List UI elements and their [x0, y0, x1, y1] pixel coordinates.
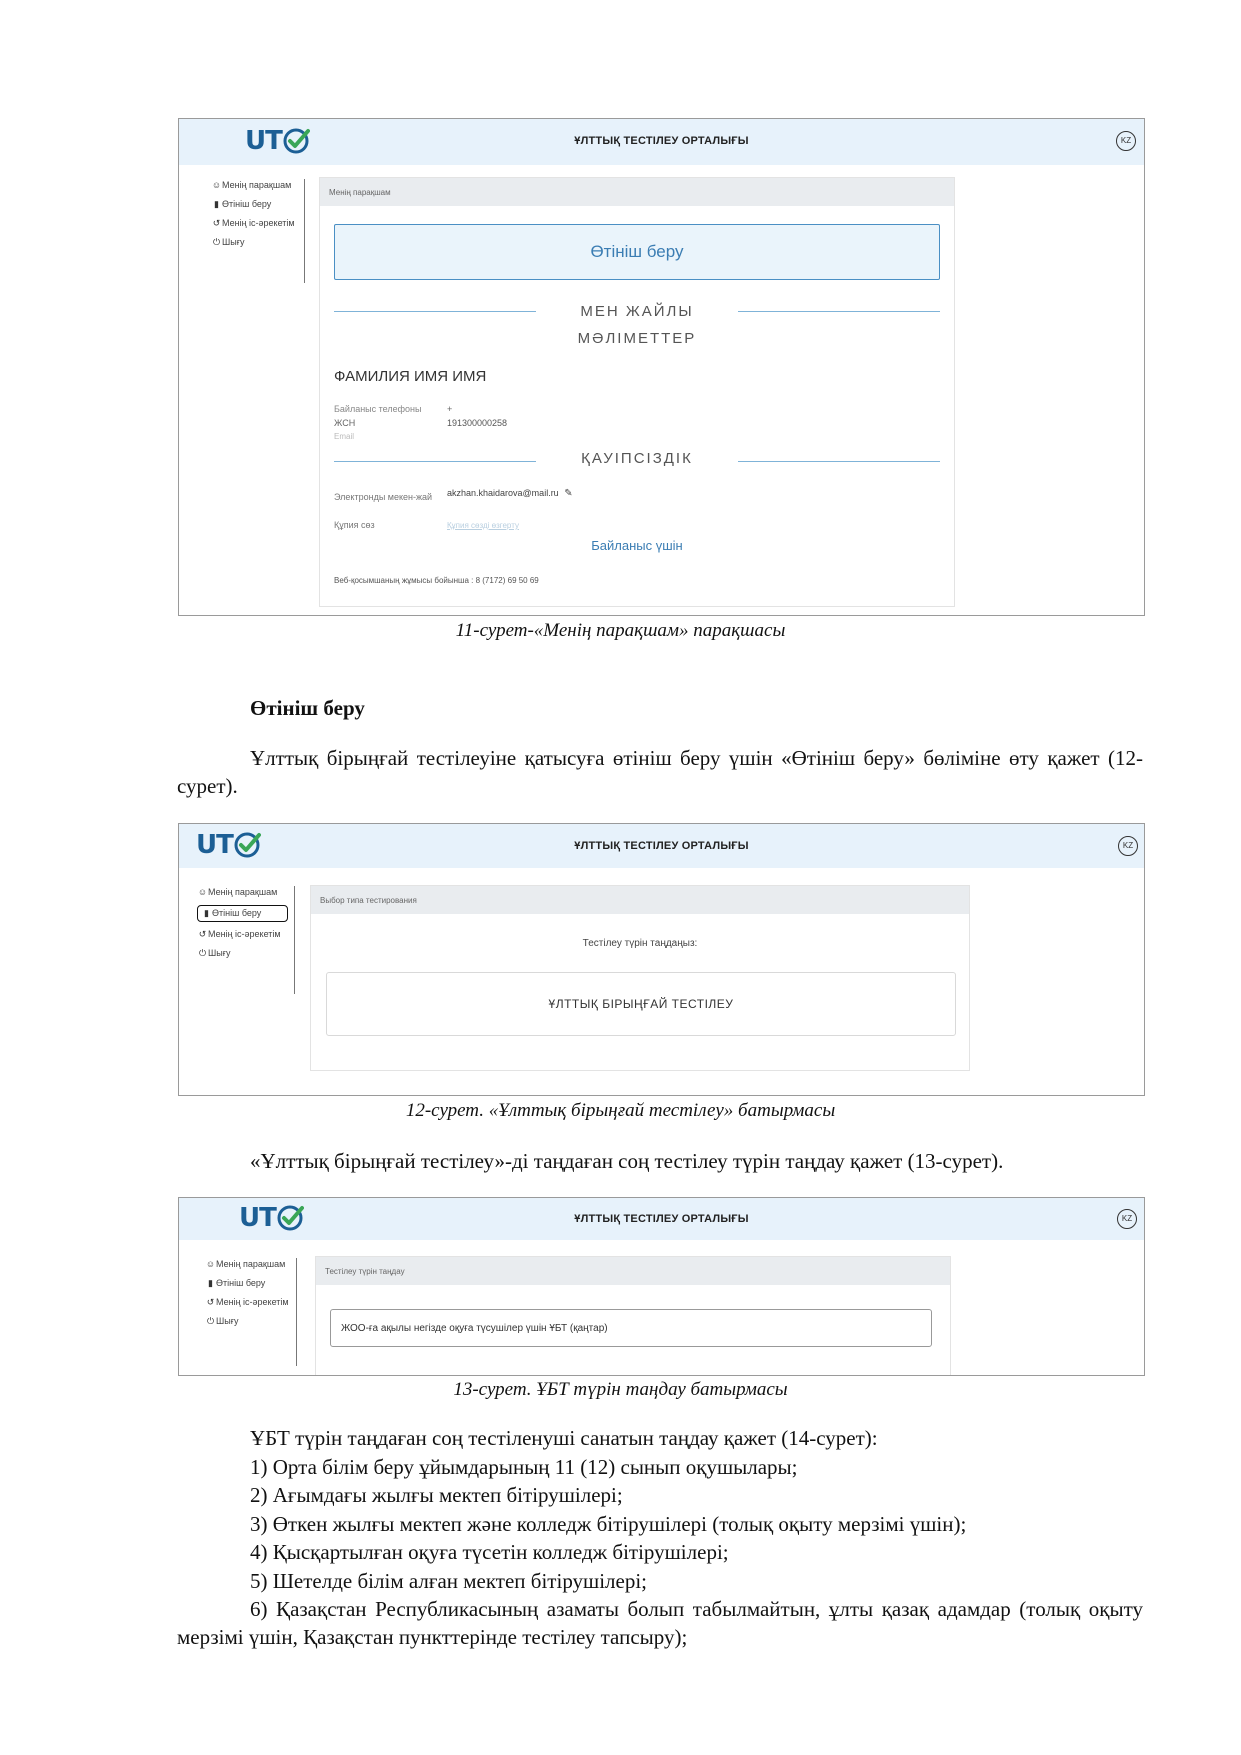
profile-panel: [319, 177, 955, 607]
sidebar-item-label: Менің іс-әрекетім: [216, 1297, 289, 1307]
list-item: 1) Орта білім беру ұйымдарының 11 (12) сынып оқушылары;: [250, 1455, 798, 1479]
sidebar-item-label: Өтініш беру: [216, 1278, 266, 1288]
list-item: 3) Өткен жылғы мектеп және колледж бітірушілері (толық оқыту мерзімі үшін);: [250, 1512, 967, 1536]
sidebar-item-actions[interactable]: [205, 1296, 290, 1309]
figure-13-caption: 13-сурет. ҰБТ түрін таңдау батырмасы: [453, 1379, 788, 1400]
language-switch[interactable]: KZ: [1117, 1209, 1137, 1229]
sidebar: [211, 179, 305, 283]
sidebar-item-actions[interactable]: [211, 217, 298, 230]
panel-title: Менің парақшам: [320, 178, 954, 206]
divider-line: [738, 461, 940, 462]
ubt-type-option-button[interactable]: [330, 1309, 932, 1347]
divider-line: [334, 461, 536, 462]
history-icon: ↺: [206, 1297, 215, 1307]
email-small-label: Email: [334, 432, 355, 441]
support-text: Веб-қосымшаның жұмысы бойынша : 8 (7172) 69 50 69: [334, 576, 539, 585]
org-title: ҰЛТТЫҚ ТЕСТІЛЕУ ОРТАЛЫҒЫ: [574, 840, 749, 852]
sidebar-item-label: Менің іс-әрекетім: [208, 929, 281, 939]
sidebar-item-profile[interactable]: [197, 886, 288, 899]
change-password-link[interactable]: Құпия сөзді өзгерту: [447, 521, 519, 530]
logo-text: UT: [239, 1203, 276, 1233]
header-bar: [179, 1198, 1144, 1240]
section-heading: Өтініш беру: [250, 696, 365, 720]
header-bar: [179, 824, 1144, 868]
org-title: ҰЛТТЫҚ ТЕСТІЛЕУ ОРТАЛЫҒЫ: [574, 135, 749, 147]
list-item: 2) Ағымдағы жылғы мектеп бітірушілері;: [250, 1483, 623, 1507]
sidebar-item-label: Менің парақшам: [208, 887, 278, 897]
email-value: akzhan.khaidarova@mail.ru: [447, 488, 559, 498]
figure-11-caption: 11-сурет-«Менің парақшам» парақшасы: [455, 620, 786, 641]
phone-value: +: [447, 404, 453, 414]
sidebar-item-label: Шығу: [208, 948, 231, 958]
apply-button-label: Өтініш беру: [590, 242, 684, 261]
sidebar-item-apply[interactable]: [197, 905, 288, 922]
sidebar-item-apply[interactable]: [211, 198, 298, 211]
sidebar-item-label: Өтініш беру: [212, 908, 262, 918]
document-icon: ▮: [214, 199, 219, 209]
contact-link[interactable]: Байланыс үшін: [591, 538, 683, 553]
list-item: 6) Қазақстан Республикасының азаматы болып табылмайтын, ұлты қазақ адамдар (толық оқыту мерзімі үшін, Қазақстан пункттерінде тестілеу тапсыру);: [177, 1597, 1143, 1649]
sidebar-item-label: Шығу: [222, 237, 245, 247]
sidebar-item-label: Менің парақшам: [222, 180, 292, 190]
test-type-prompt: Тестілеу түрін таңдаңыз:: [582, 938, 698, 949]
figure-13-screenshot: [178, 1197, 1145, 1376]
history-icon: ↺: [212, 218, 221, 228]
sidebar: [205, 1258, 297, 1366]
sidebar-item-profile[interactable]: [211, 179, 298, 192]
ubt-type-panel: [315, 1256, 951, 1376]
divider-line: [738, 311, 940, 312]
sidebar-item-apply[interactable]: [205, 1277, 290, 1290]
sidebar-item-actions[interactable]: [197, 928, 288, 941]
iin-label: ЖСН: [334, 418, 356, 428]
figure-12-caption: 12-сурет. «Ұлттық бірыңғай тестілеу» батырмасы: [405, 1100, 836, 1121]
user-icon: ☺: [211, 180, 222, 190]
header-bar: [179, 119, 1144, 165]
user-icon: ☺: [205, 1259, 216, 1269]
email-value-row: [447, 488, 573, 499]
divider-line: [334, 311, 536, 312]
figure-12-screenshot: [178, 823, 1145, 1096]
sidebar-item-label: Өтініш беру: [222, 199, 272, 209]
sidebar-item-profile[interactable]: [205, 1258, 290, 1271]
power-icon: ⏻: [206, 1316, 215, 1326]
email-label: Электронды мекен-жай: [334, 492, 433, 502]
paragraph-select-type: «Ұлттық бірыңғай тестілеу»-ді таңдаған соң тестілеу түрін таңдау қажет (13-сурет).: [250, 1149, 1004, 1173]
test-type-panel: [310, 885, 970, 1071]
edit-icon[interactable]: ✎: [564, 488, 573, 499]
panel-title: Тестілеу түрін таңдау: [316, 1257, 950, 1285]
sidebar-item-label: Менің іс-әрекетім: [222, 218, 295, 228]
phone-label: Байланыс телефоны: [334, 404, 422, 414]
power-icon: ⏻: [198, 948, 207, 958]
password-label: Құпия сөз: [334, 520, 375, 530]
history-icon: ↺: [198, 929, 207, 939]
sidebar-item-label: Шығу: [216, 1316, 239, 1326]
sidebar-item-logout[interactable]: [211, 236, 298, 249]
iin-value: 191300000258: [447, 418, 508, 428]
ubt-option-button[interactable]: [326, 972, 956, 1036]
personal-info-heading: МЕН ЖАЙЛЫ МӘЛІМЕТТЕР: [577, 303, 697, 347]
org-title: ҰЛТТЫҚ ТЕСТІЛЕУ ОРТАЛЫҒЫ: [574, 1213, 749, 1225]
language-switch[interactable]: KZ: [1116, 131, 1136, 151]
list-item: 5) Шетелде білім алған мектеп бітірушілері;: [250, 1569, 648, 1593]
language-switch[interactable]: KZ: [1118, 836, 1138, 856]
logo-text: UT: [196, 830, 233, 860]
sidebar: [197, 886, 295, 994]
paragraph-apply: Ұлттық бірыңғай тестілеуіне қатысуға өтініш беру үшін «Өтініш беру» бөліміне өту қажет (12-сурет).: [177, 746, 1143, 798]
panel-title: Выбор типа тестирования: [311, 886, 969, 914]
ubt-type-option-label: ЖОО-ға ақылы негізде оқуға түсушілер үшін ҰБТ (қаңтар): [341, 1322, 608, 1334]
document-icon: ▮: [204, 908, 209, 918]
user-icon: ☺: [197, 887, 208, 897]
power-icon: ⏻: [212, 237, 221, 247]
sidebar-item-label: Менің парақшам: [216, 1259, 286, 1269]
sidebar-item-logout[interactable]: [205, 1315, 290, 1328]
list-item: 4) Қысқартылған оқуға түсетін колледж бітірушілері;: [250, 1540, 729, 1564]
full-name: ФАМИЛИЯ ИМЯ ИМЯ: [334, 368, 487, 385]
ubt-option-label: ҰЛТТЫҚ БІРЫҢҒАЙ ТЕСТІЛЕУ: [548, 997, 734, 1011]
logo-text: UT: [245, 126, 282, 156]
document-icon: ▮: [208, 1278, 213, 1288]
apply-button[interactable]: [334, 224, 940, 280]
figure-11-screenshot: [178, 118, 1145, 616]
sidebar-item-logout[interactable]: [197, 947, 288, 960]
list-intro: ҰБТ түрін таңдаған соң тестіленуші санатын таңдау қажет (14-сурет):: [250, 1426, 878, 1450]
security-heading: ҚАУІПСІЗДІК: [581, 450, 693, 467]
